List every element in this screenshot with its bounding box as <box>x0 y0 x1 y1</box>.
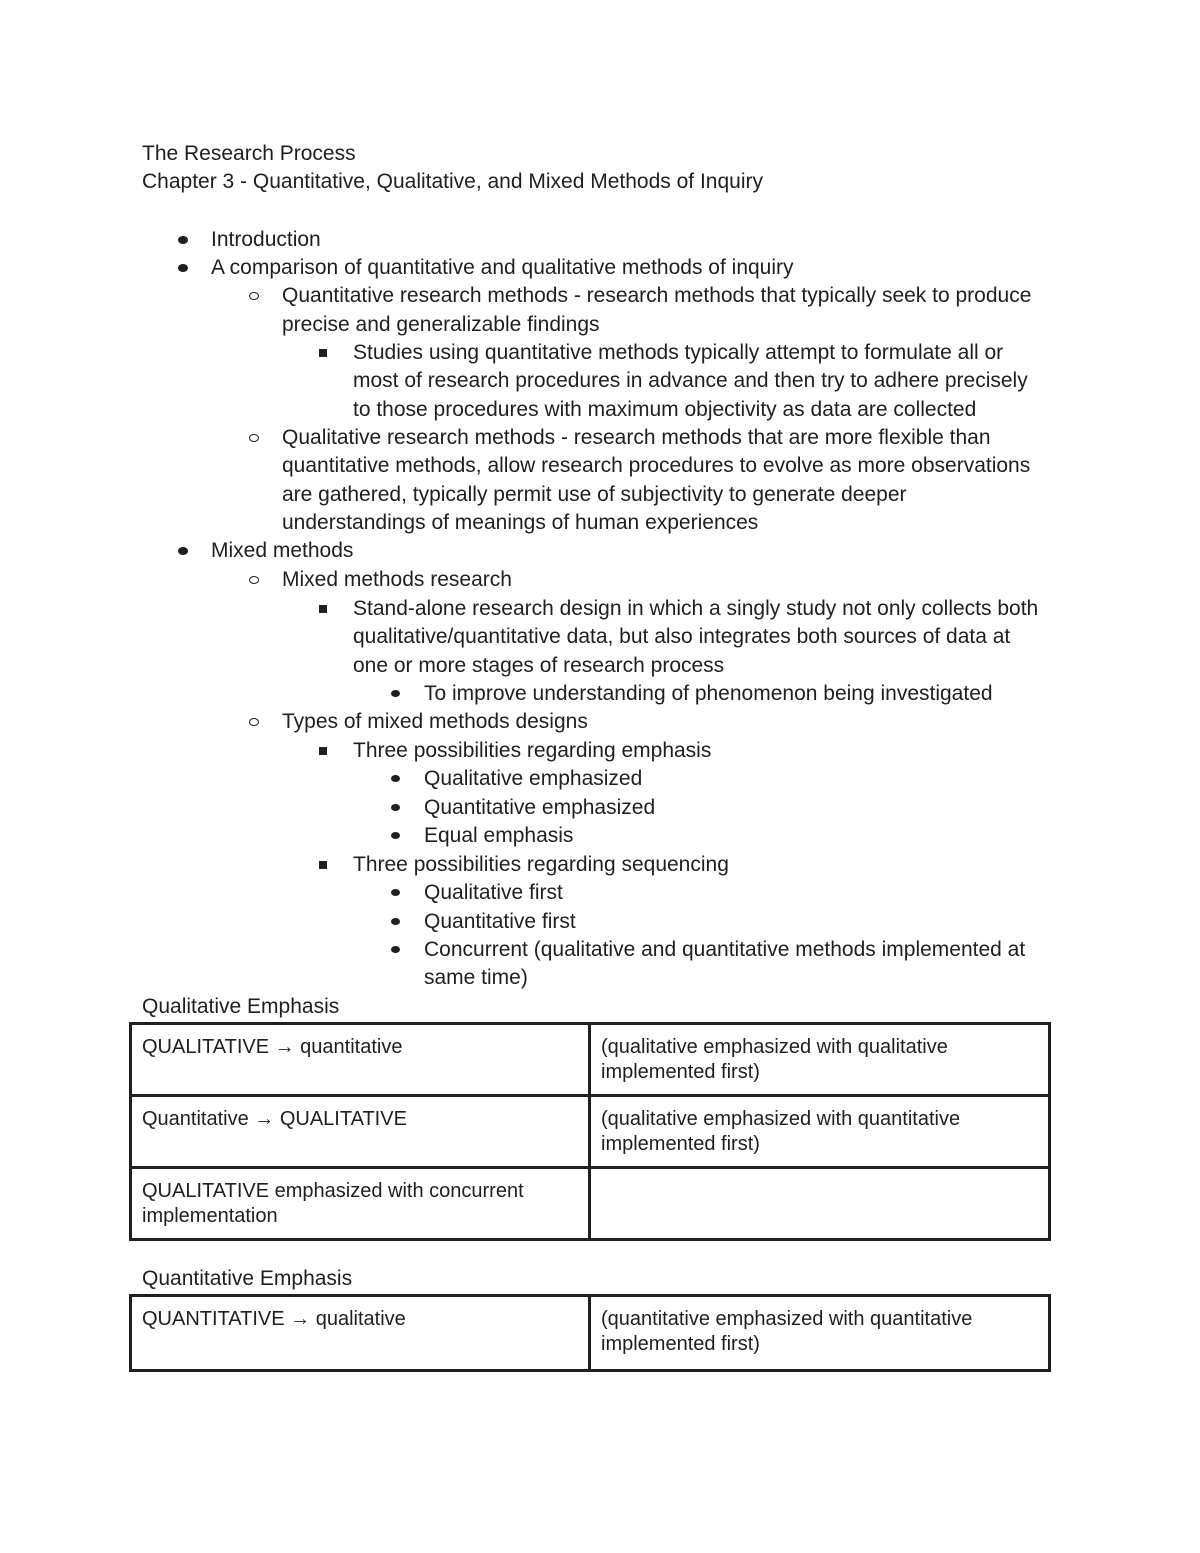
list-item-continuation: quantitative methods, allow research procedures to evolve as more observations <box>282 454 1031 477</box>
list-item: Types of mixed methods designs <box>282 710 588 733</box>
list-item: Mixed methods <box>211 539 354 562</box>
bullet-square-icon <box>319 861 327 869</box>
table-row <box>131 1296 1050 1371</box>
table-cell: (qualitative emphasized with qualitative implemented first) <box>590 1024 1050 1096</box>
table-cell: QUALITATIVE → quantitative <box>131 1024 590 1096</box>
bullet-disc-icon <box>178 547 188 555</box>
list-item-continuation: understandings of meanings of human experiences <box>282 511 759 534</box>
list-item-continuation: most of research procedures in advance and then try to adhere precisely <box>353 369 1028 392</box>
table-cell: (qualitative emphasized with quantitative implemented first) <box>590 1096 1050 1168</box>
bullet-disc-icon <box>391 946 400 953</box>
bullet-circle-icon <box>249 434 259 442</box>
bullet-disc-icon <box>391 804 400 811</box>
bullet-square-icon <box>319 349 327 357</box>
table-cell: Quantitative → QUALITATIVE <box>131 1096 590 1168</box>
list-item: Quantitative emphasized <box>424 796 656 819</box>
bullet-disc-icon <box>391 918 400 925</box>
qualitative-emphasis-table <box>129 1022 1051 1241</box>
list-item: Three possibilities regarding sequencing <box>353 853 729 876</box>
bullet-disc-icon <box>391 832 400 839</box>
list-item-continuation: to those procedures with maximum objectivity as data are collected <box>353 398 977 421</box>
list-item-continuation: precise and generalizable findings <box>282 313 600 336</box>
bullet-square-icon <box>319 747 327 755</box>
table-cell <box>590 1168 1050 1240</box>
bullet-square-icon <box>319 605 327 613</box>
list-item: Qualitative research methods - research methods that are more flexible than <box>282 426 991 449</box>
list-item: Three possibilities regarding emphasis <box>353 739 712 762</box>
table-row <box>131 1096 1050 1168</box>
bullet-disc-icon <box>391 690 400 697</box>
list-item: Studies using quantitative methods typically attempt to formulate all or <box>353 341 1004 364</box>
bullet-disc-icon <box>391 775 400 782</box>
table-row <box>131 1168 1050 1240</box>
list-item: Equal emphasis <box>424 824 574 847</box>
bullet-circle-icon <box>249 292 259 300</box>
table-cell: QUALITATIVE emphasized with concurrent implementation <box>131 1168 590 1240</box>
list-item: To improve understanding of phenomenon being investigated <box>424 682 993 705</box>
list-item-continuation: are gathered, typically permit use of subjectivity to generate deeper <box>282 483 907 506</box>
bullet-disc-icon <box>391 889 400 896</box>
list-item: Mixed methods research <box>282 568 512 591</box>
document-subtitle: Chapter 3 - Quantitative, Qualitative, and Mixed Methods of Inquiry <box>142 170 763 193</box>
bullet-circle-icon <box>249 718 259 726</box>
list-item: Quantitative first <box>424 910 576 933</box>
list-item: Qualitative first <box>424 881 563 904</box>
bullet-disc-icon <box>178 236 188 244</box>
table-cell: (quantitative emphasized with quantitative implemented first) <box>590 1296 1050 1371</box>
list-item-continuation: qualitative/quantitative data, but also integrates both sources of data at <box>353 625 1011 648</box>
table-cell: QUANTITATIVE → qualitative <box>131 1296 590 1371</box>
quantitative-table-label: Quantitative Emphasis <box>142 1267 353 1290</box>
bullet-circle-icon <box>249 576 259 584</box>
list-item: A comparison of quantitative and qualitative methods of inquiry <box>211 256 794 279</box>
list-item: Qualitative emphasized <box>424 767 643 790</box>
table-row <box>131 1024 1050 1096</box>
bullet-disc-icon <box>178 264 188 272</box>
list-item-continuation: one or more stages of research process <box>353 654 725 677</box>
list-item: Concurrent (qualitative and quantitative methods implemented at <box>424 938 1026 961</box>
quantitative-emphasis-table <box>129 1294 1051 1372</box>
list-item-continuation: same time) <box>424 966 528 989</box>
qualitative-table-label: Qualitative Emphasis <box>142 995 340 1018</box>
list-item: Introduction <box>211 228 321 251</box>
list-item: Stand-alone research design in which a singly study not only collects both <box>353 597 1039 620</box>
list-item: Quantitative research methods - research methods that typically seek to produce <box>282 284 1032 307</box>
document-title: The Research Process <box>142 142 356 165</box>
